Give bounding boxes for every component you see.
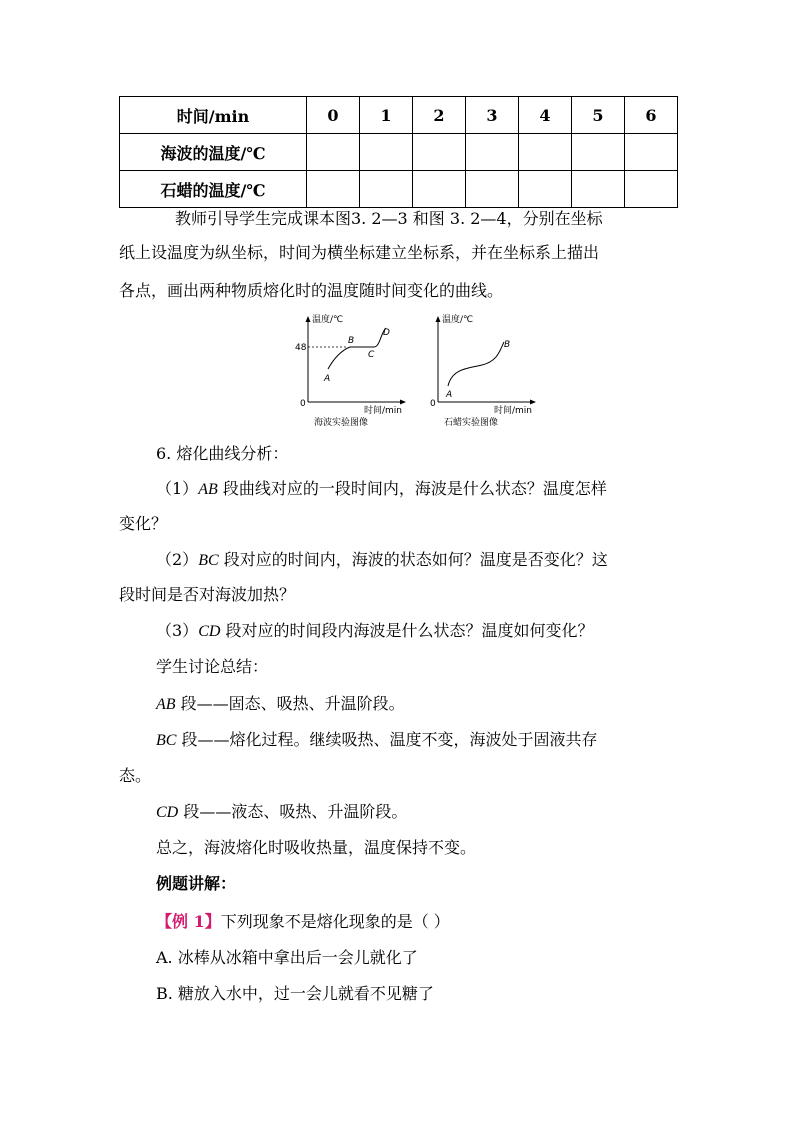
y-axis-label: 温度/℃ [312,315,344,325]
example-question: 下列现象不是熔化现象的是（ ） [220,912,450,931]
point-b-label: B [504,340,511,350]
x-axis-label: 时间/min [494,406,533,416]
s2-segment: BC [156,732,177,749]
point-c-label: C [368,350,375,360]
haibo-melting-graph [290,310,415,435]
table-cell [466,171,519,208]
q3-segment: CD [198,623,221,640]
question-1 [156,479,607,500]
q2-prefix: （2） [156,550,199,569]
row-label: 石蜡的温度/℃ [120,171,307,208]
example-tag: 【例 1】 [156,912,221,931]
x-axis-arrow [530,400,536,405]
point-b-label: B [348,336,355,346]
question-2-cont: 段时间是否对海波加热？ [119,585,296,604]
row-label: 海波的温度/℃ [120,134,307,171]
table-header-cell: 5 [572,97,625,134]
table-cell [572,171,625,208]
point-d-label: D [383,328,390,338]
origin-label: 0 [300,399,306,409]
q3-prefix: （3） [156,621,199,640]
paraffin-melting-graph [420,310,545,435]
q1-text: 段曲线对应的一段时间内，海波是什么状态？温度怎样 [217,479,607,498]
tick-48: 48 [295,343,307,353]
origin-label: 0 [430,399,436,409]
option-a: A. 冰棒从冰箱中拿出后一会儿就化了 [156,948,418,967]
y-axis-arrow [306,316,311,322]
table-cell [307,171,360,208]
question-1-cont: 变化？ [119,514,168,533]
table-cell [572,134,625,171]
table-cell [519,171,572,208]
q1-segment: AB [198,481,218,498]
s3-text: 段——液态、吸热、升温阶段。 [178,802,408,821]
table-row [120,134,678,171]
paraffin-curve [448,342,504,386]
example-1 [156,912,450,932]
option-b: B. 糖放入水中，过一会儿就看不见糖了 [156,984,434,1003]
caption: 海波实验图像 [314,418,369,428]
intro-line-2: 纸上设温度为纵坐标，时间为横坐标建立坐标系，并在坐标系上描出 [119,243,600,262]
table-header-cell: 3 [466,97,519,134]
caption: 石蜡实验图像 [444,418,499,428]
question-2 [156,550,608,571]
table-cell [360,171,413,208]
q2-text: 段对应的时间内，海波的状态如何？温度是否变化？这 [218,550,608,569]
summary-cd [156,802,407,823]
question-3 [156,621,594,642]
table-row [120,171,678,208]
table-cell [360,134,413,171]
table-header-cell: 时间/min [120,97,307,134]
table-cell [466,134,519,171]
table-header-cell: 0 [307,97,360,134]
y-axis-label: 温度/℃ [442,315,474,325]
q2-segment: BC [198,552,219,569]
table-cell [413,171,466,208]
intro-line-1: 教师引导学生完成课本图3. 2—3 和图 3. 2—4，分别在坐标 [175,209,603,228]
table-header-cell: 6 [625,97,678,134]
table-cell [307,134,360,171]
intro-line-3: 各点，画出两种物质熔化时的温度随时间变化的曲线。 [119,281,504,300]
summary-bc [156,730,598,751]
data-table [119,96,678,208]
x-axis-label: 时间/min [364,406,403,416]
point-a-label: A [446,390,453,400]
analysis-title: 6. 熔化曲线分析： [156,444,289,463]
conclusion: 总之，海波熔化时吸收热量，温度保持不变。 [156,838,477,857]
summary-title: 学生讨论总结： [156,657,269,676]
summary-bc-cont: 态。 [119,766,152,785]
point-a-label: A [324,374,331,384]
q1-prefix: （1） [156,479,199,498]
haibo-curve [328,328,386,369]
table-cell [625,134,678,171]
table-cell [413,134,466,171]
summary-ab [156,694,405,715]
s1-segment: AB [156,696,176,713]
table-header-row [120,97,678,134]
table-header-cell: 4 [519,97,572,134]
x-axis-arrow [400,400,406,405]
s2-text: 段——熔化过程。继续吸热、温度不变，海波处于固液共存 [176,730,598,749]
table-cell [519,134,572,171]
table-header-cell: 2 [413,97,466,134]
table-cell [625,171,678,208]
s1-text: 段——固态、吸热、升温阶段。 [175,694,405,713]
y-axis-arrow [436,316,441,322]
example-heading: 例题讲解： [156,874,237,893]
q3-text: 段对应的时间段内海波是什么状态？温度如何变化？ [220,621,594,640]
table-header-cell: 1 [360,97,413,134]
s3-segment: CD [156,804,179,821]
